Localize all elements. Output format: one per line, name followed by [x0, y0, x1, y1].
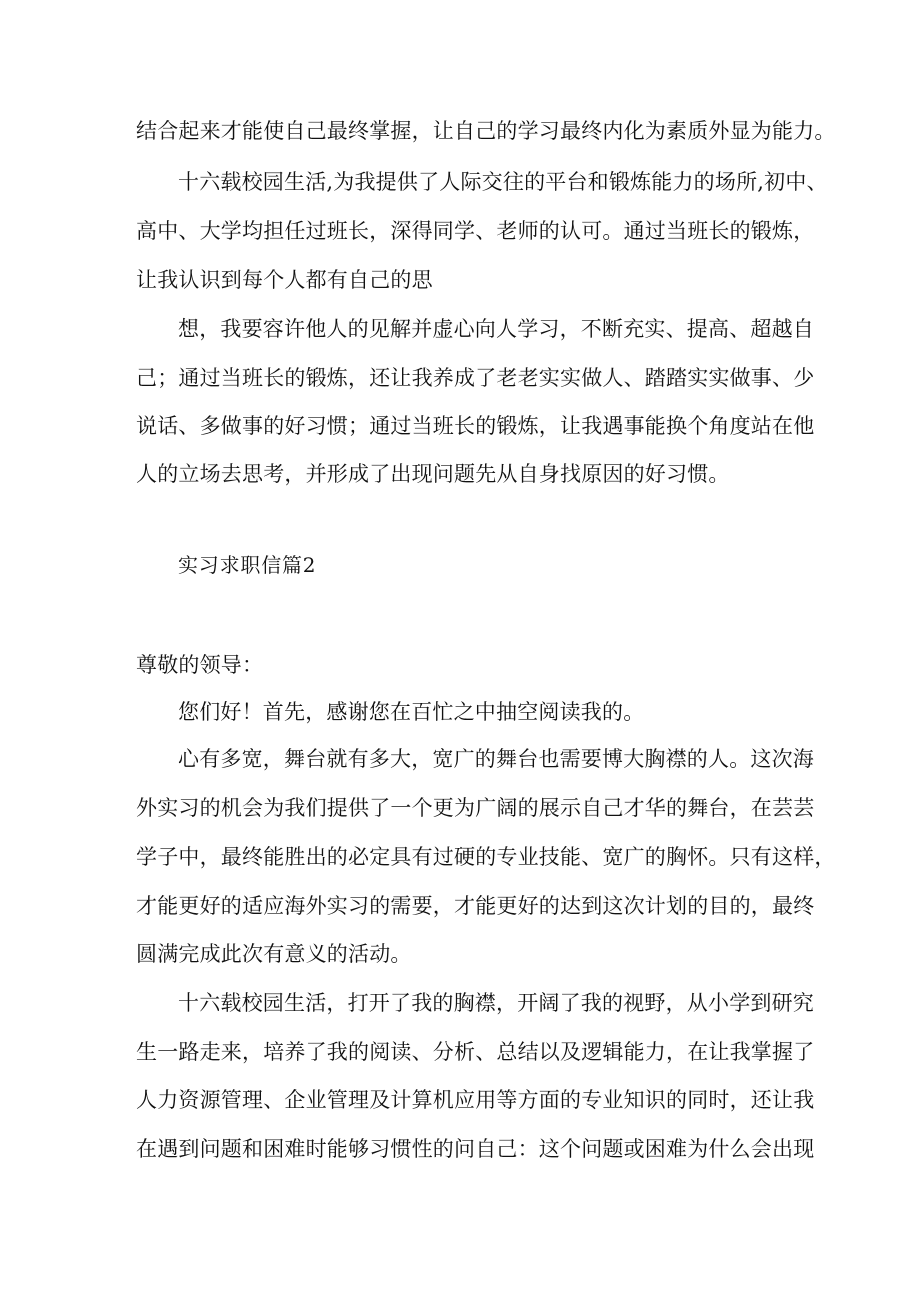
paragraph-4-line-5: 圆满完成此次有意义的活动。 [136, 942, 412, 966]
paragraph-3-line-4: 人的立场去思考，并形成了出现问题先从自身找原因的好习惯。 [136, 462, 730, 486]
paragraph-5-line-4: 在遇到问题和困难时能够习惯性的问自己：这个问题或困难为什么会出现 [136, 1137, 815, 1161]
paragraph-3-line-1: 想，我要容许他人的见解并虚心向人学习，不断充实、提高、超越自 [178, 317, 814, 341]
paragraph-2-line-1: 十六载校园生活,为我提供了人际交往的平台和锻炼能力的场所,初中、 [178, 170, 828, 194]
paragraph-5-line-2: 生一路走来，培养了我的阅读、分析、总结以及逻辑能力，在让我掌握了 [136, 1040, 815, 1064]
paragraph-1-line-1: 结合起来才能使自己最终掌握，让自己的学习最终内化为素质外显为能力。 [136, 119, 836, 143]
paragraph-2-line-2: 高中、大学均担任过班长，深得同学、老师的认可。通过当班长的锻炼， [136, 219, 815, 243]
paragraph-2-line-3: 让我认识到每个人都有自己的思 [136, 268, 433, 292]
paragraph-4-line-3: 学子中，最终能胜出的必定具有过硬的专业技能、宽广的胸怀。只有这样， [136, 845, 836, 869]
paragraph-3-line-3: 说话、多做事的好习惯；通过当班长的锻炼，让我遇事能换个角度站在他 [136, 414, 815, 438]
greeting: 您们好！首先，感谢您在百忙之中抽空阅读我的。 [178, 700, 645, 724]
paragraph-4-line-1: 心有多宽，舞台就有多大，宽广的舞台也需要博大胸襟的人。这次海 [178, 747, 814, 771]
paragraph-4-line-2: 外实习的机会为我们提供了一个更为广阔的展示自己才华的舞台，在芸芸 [136, 796, 815, 820]
paragraph-4-line-4: 才能更好的适应海外实习的需要，才能更好的达到这次计划的目的，最终 [136, 894, 815, 918]
paragraph-5-line-1: 十六载校园生活，打开了我的胸襟，开阔了我的视野，从小学到研究 [178, 991, 814, 1015]
paragraph-3-line-2: 己；通过当班长的锻炼，还让我养成了老老实实做人、踏踏实实做事、少 [136, 366, 815, 390]
salutation: 尊敬的领导： [136, 653, 264, 677]
paragraph-5-line-3: 人力资源管理、企业管理及计算机应用等方面的专业知识的同时，还让我 [136, 1088, 815, 1112]
section-heading: 实习求职信篇2 [178, 553, 317, 577]
